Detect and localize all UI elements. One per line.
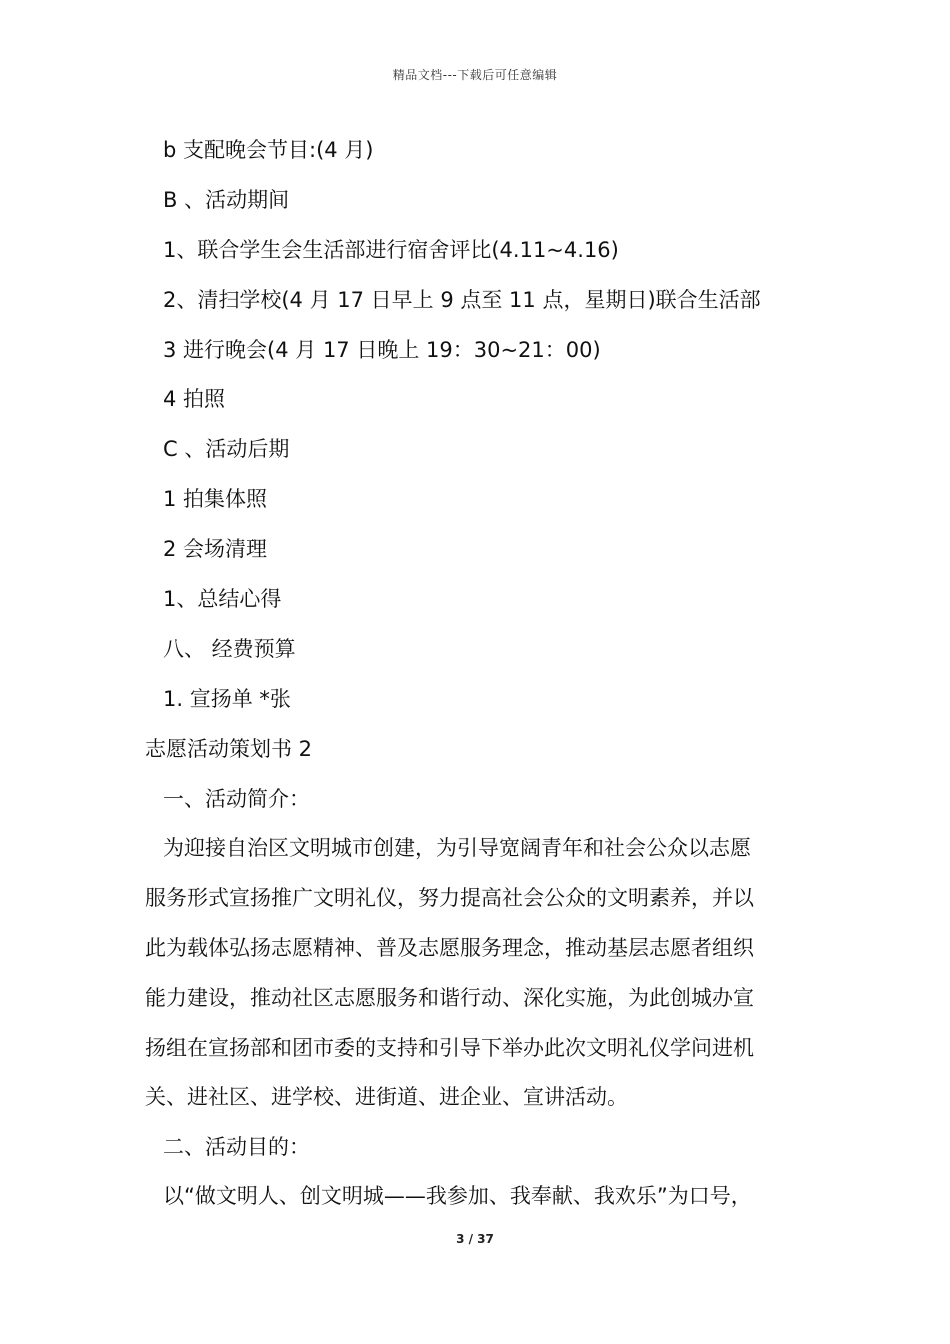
text-line: 1. 宣扬单 *张 [163, 687, 291, 711]
section-heading: 二、活动目的： [163, 1135, 310, 1159]
text-line: 1、总结心得 [163, 587, 282, 611]
document-title: 志愿活动策划书 2 [145, 737, 313, 761]
section-heading: 一、活动简介： [163, 787, 310, 811]
paragraph-line: 以“做文明人、创文明城——我参加、我奉献、我欢乐”为口号， [163, 1184, 752, 1208]
text-line: 3 进行晚会(4 月 17 日晚上 19：30~21：00) [163, 338, 601, 362]
text-line: 2 会场清理 [163, 537, 268, 561]
text-line: 2、清扫学校(4 月 17 日早上 9 点至 11 点，星期日)联合生活部 [163, 288, 761, 312]
page-header: 精品文档---下载后可任意编辑 [392, 68, 558, 82]
paragraph-line: 服务形式宣扬推广文明礼仪，努力提高社会公众的文明素养，并以 [145, 886, 754, 910]
text-line: 1、联合学生会生活部进行宿舍评比(4.11~4.16) [163, 238, 619, 262]
text-line: b 支配晚会节目:(4 月) [163, 138, 374, 162]
page-number: 3 / 37 [456, 1232, 494, 1246]
text-line: 1 拍集体照 [163, 487, 268, 511]
paragraph-line: 能力建设，推动社区志愿服务和谐行动、深化实施，为此创城办宣 [145, 986, 754, 1010]
text-line: B 、活动期间 [163, 188, 290, 212]
paragraph-line: 扬组在宣扬部和团市委的支持和引导下举办此次文明礼仪学问进机 [145, 1036, 754, 1060]
paragraph-line: 此为载体弘扬志愿精神、普及志愿服务理念，推动基层志愿者组织 [145, 936, 754, 960]
section-heading: 八、 经费预算 [163, 637, 296, 661]
text-line: 4 拍照 [163, 387, 226, 411]
text-line: C 、活动后期 [163, 437, 290, 461]
paragraph-line: 关、进社区、进学校、进街道、进企业、宣讲活动。 [145, 1085, 628, 1109]
paragraph-line: 为迎接自治区文明城市创建，为引导宽阔青年和社会公众以志愿 [163, 836, 751, 860]
